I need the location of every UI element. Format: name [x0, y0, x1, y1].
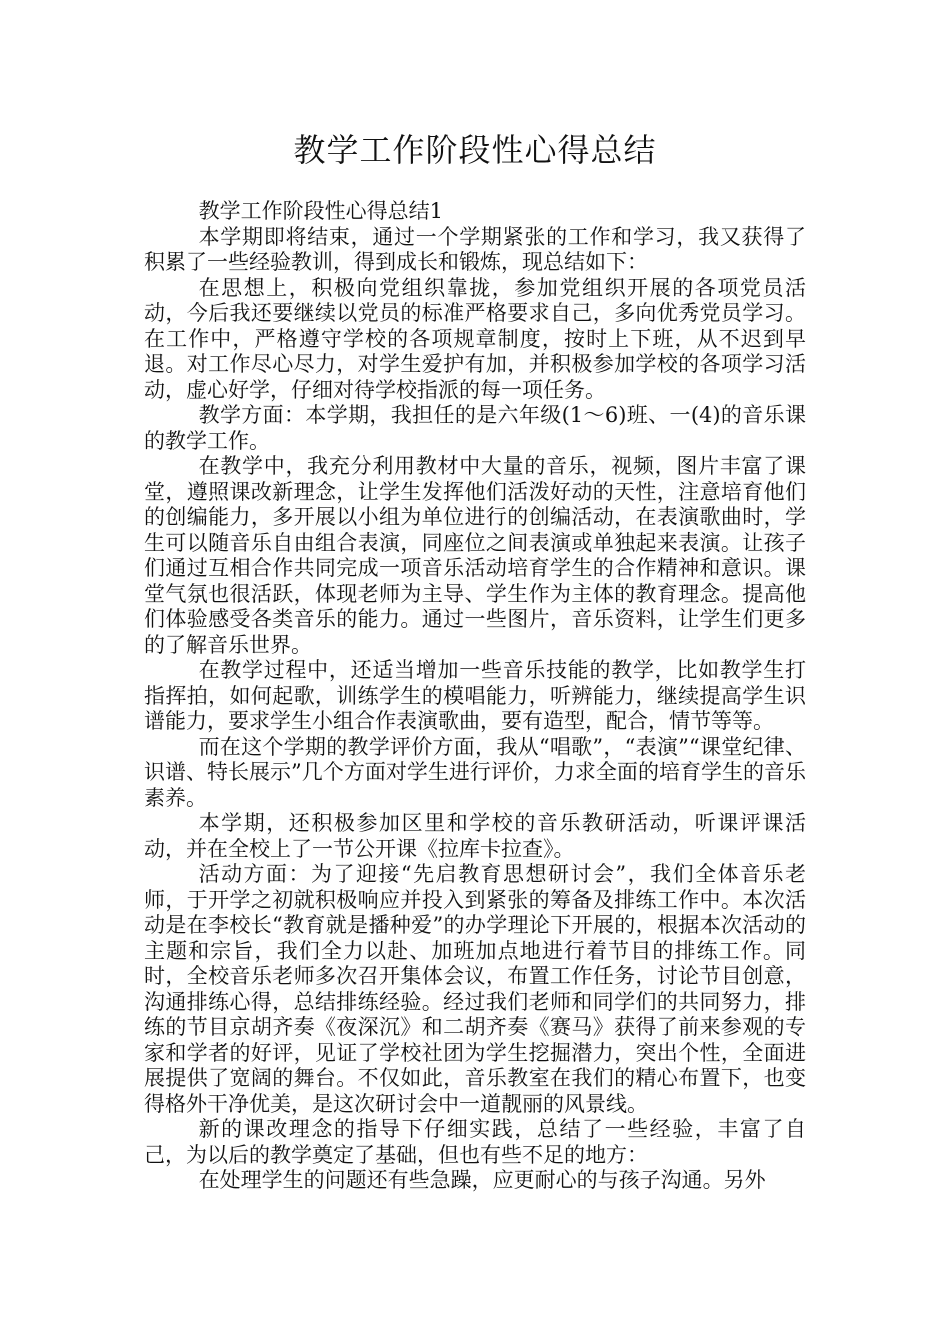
paragraph: 本学期即将结束，通过一个学期紧张的工作和学习，我又获得了积累了一些经验教训，得到成长和锻炼，现总结如下： [144, 224, 806, 274]
paragraph: 而在这个学期的教学评价方面，我从“唱歌”，“表演”“课堂纪律、识谱、特长展示”几个方面对学生进行评价，力求全面的培育学生的音乐素养。 [144, 734, 806, 810]
paragraph: 在教学过程中，还适当增加一些音乐技能的教学，比如教学生打指挥拍，如何起歌，训练学生的模唱能力，听辨能力，继续提高学生识谱能力，要求学生小组合作表演歌曲，要有造型，配合，情节等等。 [144, 658, 806, 733]
paragraph: 在教学中，我充分利用教材中大量的音乐，视频，图片丰富了课堂，遵照课改新理念，让学生发挥他们活泼好动的天性，注意培育他们的创编能力，多开展以小组为单位进行的创编活动，在表演歌曲时，学生可以随音乐自由组合表演，同座位之间表演或单独起来表演。让孩子们通过互相合作共同完成一项音乐活动培育学生的合作精神和意识。课堂气氛也很活跃，体现老师为主导、学生作为主体的教育理念。提高他们体验感受各类音乐的能力。通过一些图片，音乐资料，让学生们更多的了解音乐世界。 [144, 454, 806, 657]
section-heading: 教学工作阶段性心得总结1 [198, 199, 443, 223]
paragraph: 活动方面：为了迎接“先启教育思想研讨会”，我们全体音乐老师，于开学之初就积极响应并投入到紧张的筹备及排练工作中。本次活动是在李校长“教育就是播种爱”的办学理论下开展的，根据本次活动的主题和宗旨，我们全力以赴、加班加点地进行着节目的排练工作。同时，全校音乐老师多次召开集体会议，布置工作任务，讨论节目创意，沟通排练心得，总结排练经验。经过我们老师和同学们的共同努力，排练的节目京胡齐奏《夜深沉》和二胡齐奏《赛马》获得了前来参观的专家和学者的好评，见证了学校社团为学生挖掘潜力，突出个性，全面进展提供了宽阔的舞台。不仅如此，音乐教室在我们的精心布置下，也变得格外干净优美，是这次研讨会中一道靓丽的风景线。 [144, 862, 806, 1116]
paragraph: 教学方面：本学期，我担任的是六年级(1～6)班、一(4)的音乐课的教学工作。 [144, 403, 806, 453]
document-title: 教学工作阶段性心得总结 [293, 131, 657, 169]
paragraph: 本学期，还积极参加区里和学校的音乐教研活动，听课评课活动，并在全校上了一节公开课《拉库卡拉查》。 [144, 811, 806, 861]
paragraph: 新的课改理念的指导下仔细实践，总结了一些经验，丰富了自己，为以后的教学奠定了基础，但也有些不足的地方： [144, 1117, 806, 1167]
document-body [144, 199, 806, 1194]
paragraph: 在思想上，积极向党组织靠拢，参加党组织开展的各项党员活动，今后我还要继续以党员的标准严格要求自己，多向优秀党员学习。在工作中，严格遵守学校的各项规章制度，按时上下班，从不迟到早退。对工作尽心尽力，对学生爱护有加，并积极参加学校的各项学习活动，虚心好学，仔细对待学校指派的每一项任务。 [144, 275, 806, 402]
paragraph: 在处理学生的问题还有些急躁，应更耐心的与孩子沟通。另外 [198, 1168, 766, 1192]
